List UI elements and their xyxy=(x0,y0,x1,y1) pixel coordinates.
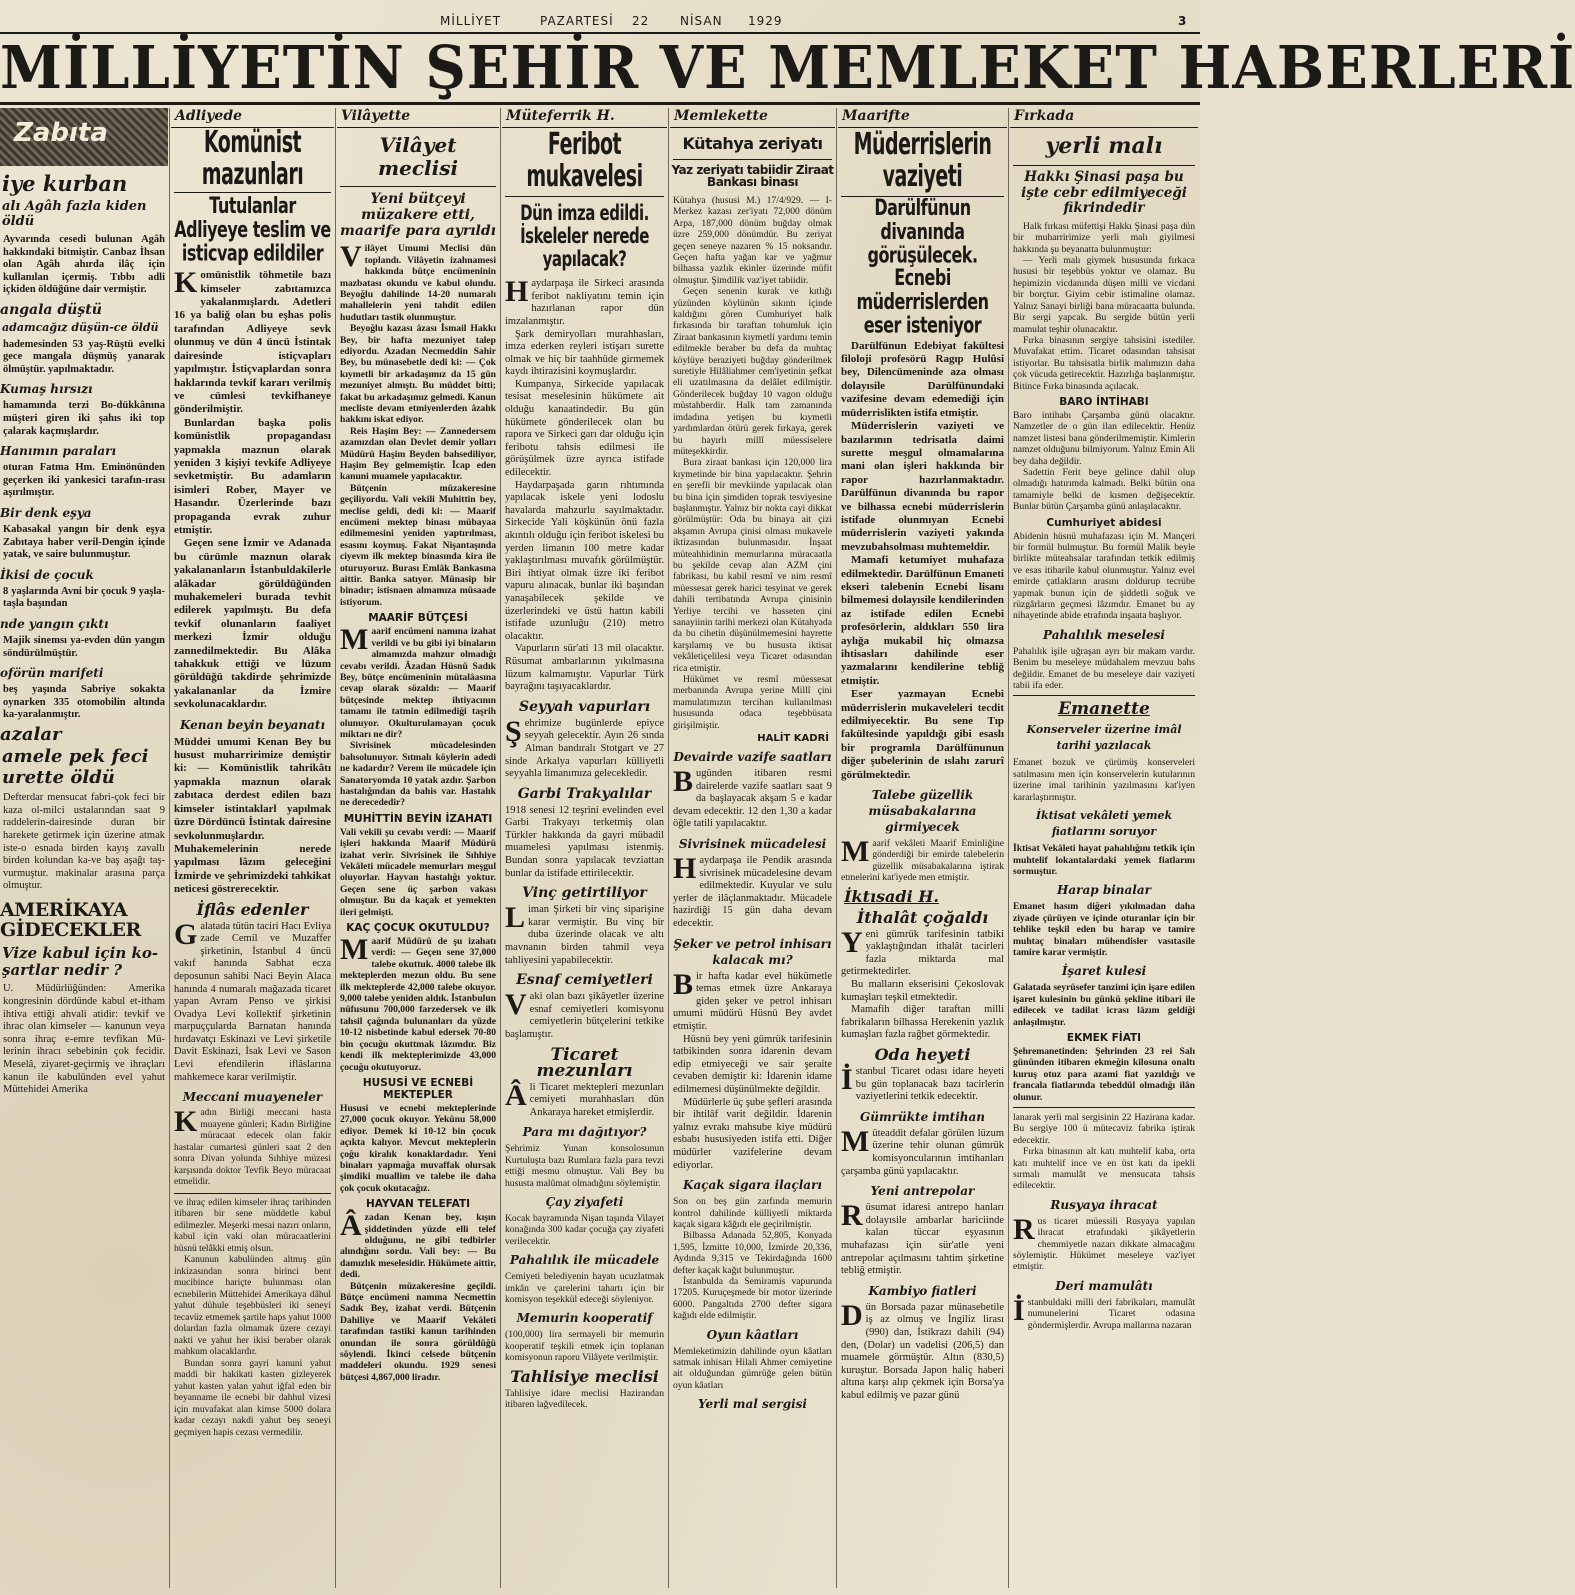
article-vinc: Liman Şirketi bir vinç siparişine karar vermiştir. Bu vinç bir duba üzerinde olacak ve altı mavnanın birden tahmil veya tahliyesini yapabilecektir. xyxy=(505,901,664,966)
section-vinc: Vinç getirtiliyor xyxy=(522,885,647,902)
article-kac-cocuk: Maarif Müdürü de şu izahatı verdi: — Geçen sene 37,000 talebe okuttuk. 4000 talebe ilk mekteplerden mezun oldu. Bu sene ilk mekteplerde 42,000 talebe okuyor. 9,000 talebe yeniden aldık. İstanbulun nüfusunu 700,000 farzedersek ve ilk tahsil çağında bulunanları da yüzde 10-12 nisbetinde kabul edersek 70-80 bin çocuğu okuttmak lâzımdır. Biz kendi ilk mekteplerimizde 43,000 çocuğu okutuyoruz. xyxy=(340,933,496,1073)
article-yerli-mal-2: — Yerli malı giymek hususunda fırkaca hususi bir teşebbüs yoktur ve olamaz. Bu hepimizin vicdanında düşen milli ve vicdani bir borçtur. Giyim cebir istimaline olamaz. Yalnız Sanayi birliği bana müracaatta bulunda. Bir sergi yapcak. Bu sergide bütün yerli mamulat teşhir olunacaktır. xyxy=(1013,255,1195,335)
divider xyxy=(1013,165,1195,166)
article-seyyah: Şehrimize bugünlerde epiyce seyyah gelecektir. Ayın 26 sında Alman bandıralı Stotgart ve 27 sinde Arkalya vapurları külliyetli seyyahla limanımıza gelecekledir. xyxy=(505,714,664,780)
column-vilayette xyxy=(337,108,499,1588)
article-meclis-3: Reis Haşim Bey: — Zannedersem azamızdan olan Devlet demir yolları Müdürü Haşim Beyden bahsediliyor, Haşim Bey gelmemiştir. İcap eden kanuni muamele yapılacaktır. xyxy=(340,425,496,483)
headline-amerikaya: AMERİKAYA GİDECEKLER xyxy=(0,899,141,941)
section-antrepolar: Yeni antrepolar xyxy=(870,1184,975,1199)
article-muderris-1: Darülfünun Edebiyat fakültesi filoloji profesörü Ragıp Hulûsi bey, Dilencümeninde aza olması dolayısile Darülfünundaki vazifesine devam edemediği için müderrislikten istifa etmiştir. xyxy=(841,339,1004,419)
article-sergi-cont-1: lanarak yerli mal sergisinin 22 Hazirana kadar. Bu sergiye 100 ü mütecaviz fabrika iştirak edecektir. xyxy=(1013,1112,1195,1146)
article-baro-1: Baro intihabı Çarşamba günü olacaktır. Namzetler de o gün ilan edilecektir. Henüz namzet listesi bana gönderilmemiştir. Kimlerin namzet olduğunu bilmiyorum. Yalnız Emin Ali bey daha değildir. xyxy=(1013,409,1195,467)
section-oyun-kaatlari: Oyun kâatları xyxy=(706,1327,799,1342)
article-ticaret-mezunlari: Âli Ticaret mektepleri mezunları cemiyeti murahhasları dün Ankaraya hareket etmişlerdir. xyxy=(505,1078,664,1118)
article-yerli-mal-3: Fırka binasının sergiye tahsisini istediler. Muvafakat ettim. Ticaret odasından tahsisat istiyorlar. Bu tahsisatla birlik malımızın daha çok vücuda getirecektir. Hazırlığa başlanmıştır. Bitince Fırka binasında açılacak. xyxy=(1013,334,1195,392)
article-cay: Kocak bayramında Nişan taşında Vilayet konağında 300 kadar çocuğa çay ziyafeti verilecektir. xyxy=(505,1213,664,1247)
article-agah: Ayvarında cesedi bulunan Agâh hakkındaki bitmiştir. Canbaz İhsan olan Agâh ahırda ilâç için kullanılan içermiş. Tıbbı adli içkiden öldüğüne dair vermiştir. xyxy=(3,234,165,296)
divider xyxy=(1013,1107,1195,1108)
section-kambiyo: Kambiyo fiatleri xyxy=(868,1283,977,1298)
article-iflas: Galatada tütün taciri Hacı Evliya zade Cemil ve Muzaffer şirketinin, İstanbul 4 üncü vakıf hanında Sabhat ecza deposunun sahibi Naci Beyin Alaca hanında 4 numaralı mağazada ticaret yapan Avram Penso ve şirkisi Ovadya Levi kollektif şirketinin marpuççularda Barnatan hanında hırdavatçı Eskinazi ve Levi şirketile Davit Eskinazi, İsak Levi ve Sason Levi efendilerin iflâslarına mahkemece karar verilmiştir. xyxy=(174,917,331,1083)
article-esnaf: Vaki olan bazı şikâyetler üzerine esnaf cemiyetleri komisyonu cemiyetlerin bütçelerini tetkike başlamıştır. xyxy=(505,988,664,1040)
article-muderris-3: Mamafi ketumiyet muhafaza edilmektedir. Darülfünun Emaneti ekseri talebenin Ecnebi lisanı bilmemesi dolayısile kendilerinden az istifade edilen Ecnebi profesörlerin, aldıkları 550 lira aylığa mukabil hiç olmazsa ihtisasları dahilinde eser yazmalarını kendilerine tebliğ etmiştir. xyxy=(841,554,1004,687)
kicker-vilayette: Vilâyette xyxy=(337,108,499,128)
article-para: Şehrimiz Yunan konsolosunun Kurtuluşta bazı Rumlara fazla para tevzi ettiği mesmu olmuştur. Vali Bey bu hususta malûmat olmadığını söylemiştir. xyxy=(505,1143,664,1189)
article-yerli-mal-1: Halk fırkası müfettişi Hakkı Şinasi paşa dün bir muharririmize yerli malı giyilmesi hakkında şu beyanatta bulunmuştur: xyxy=(1013,220,1195,255)
column-rule xyxy=(668,108,669,1588)
headline-iskeleler: Dün imza edildi. İskeleler nerede yapılacak? xyxy=(520,199,649,272)
article-sergi-cont-2: Fırka binasının alt katı muhtelif kaba, orta katı muhtelif ince ve en üst katı da ipekli sırmalı mamulât ve mensucata tahsis edilecektir. xyxy=(1013,1146,1195,1192)
section-gumruk-imtihan: Gümrükte imtihan xyxy=(860,1109,985,1124)
article-kutahya-2: Geçen senenin kurak ve kıtlığı yüzünden köylünün sıkıntı içinde kaldığını gören Cumhuriyet halk fırkasında bir taraftan tohumluk için Ziraat bankasının kıymetli yardımı temin edilmekle beraber bu defa da muhtaç köylüye beraziyeti buğday gönderilmek suretiyle Hilâliahmer cem'iyetinin şefkat eli uzatılmasına da delâlet edilmiştir. Gönderilecek buğday 10 vagon olduğu müstahberdir. Halk tam zamanında imdadına yetişen bu kıymetli yardımlardan ötürü gerek fırkaya, gerek bu hayırlı millî müessiselere müteşekkirdir. xyxy=(673,286,832,457)
headline-amele: amele pek feci urette öldü xyxy=(2,745,149,788)
folio-date: 22 xyxy=(632,14,650,28)
section-sivrisinek: Sivrisinek mücadelesi xyxy=(678,837,827,852)
article-muderris-4: Eser yazmayan Ecnebi müderrislerin mukaveleleri tecdit edilmiyecektir. Bu sene Tıp fakültesinde yapıldığı gibi esaslı bir programla Darülfünunun diğer şubelerinin de ıslahı zarurî görülmektedir. xyxy=(841,688,1004,781)
headline-kurban: iye kurban xyxy=(2,171,128,196)
article-muderris-2: Müderrislerin vaziyeti ve bazılarının tedrisatla daimi surette meşgul olmamalarına mani olan işleri hakkında bir rapor hazırlanmaktadır. Darülfünun divanında bu rapor ve bilhassa ecnebi müderrislerin istifade olunmıyan Ecnebi müderrislerin vaziyeti yakında mevzubahsolması muhtemeldir. xyxy=(841,420,1004,553)
article-gumruk-imtihan: Müteaddit defalar görülen lüzum üzerine tehir olunan gümrük komisyoncularının imtihanları çarşamba günü yapılacaktır. xyxy=(841,1124,1004,1177)
article-meclis-1: Vilâyet Umumi Meclisi dün toplandı. Vilâyetin izahnamesi hakkında bütçe encümeninin mazbatası okundu ve kabul olundu. Beyoğlu dahilinde 14-20 numaralı mahallelerin yeni tahdit edilen hudutları tastik olunmuştur. xyxy=(340,240,496,323)
section-hayvan-telefati: HAYVAN TELEFATI xyxy=(365,1198,471,1211)
column-zabita xyxy=(0,168,168,1588)
section-sofor: oförün marifeti xyxy=(0,666,104,681)
headline-darulfunun: Darülfünun divanında görüşülecek. Ecnebi müderrislerden eser isteniyor xyxy=(856,193,989,339)
headline-kutahya: Kütahya zeriyatı xyxy=(682,134,823,153)
section-ithalat: İthalât çoğaldı xyxy=(856,907,989,927)
article-yemek-fiatlari: İktisat Vekâleti hayat pahalılığını tetkik için muhtelif lokantalardaki yemek fiatlarını sormuştur. xyxy=(1013,843,1195,877)
subhead-zeriyat: Yaz zeriyatı tabiidir Ziraat Bankası binası xyxy=(671,162,834,190)
section-oda-heyeti: Oda heyeti xyxy=(874,1045,971,1065)
article-guzellik: Maarif vekâleti Maarif Eminliğine gönderdiği bir emirde talebelerin güzellik müsabakalarına iştirak etmelerini kat'iyede men etmiştir. xyxy=(841,835,1004,884)
section-esnaf: Esnaf cemiyetleri xyxy=(516,972,653,989)
folio-line xyxy=(0,4,1200,34)
section-mangala: angala düştü xyxy=(0,301,102,318)
subhead-butce: Yeni bütçeyi müzakere etti, maarife para ayrıldı xyxy=(340,191,496,240)
article-abide: Abidenin hüsnü muhafazası için M. Mançeri bir formül bulmuştur. Bu formül Malik beyle birlikte müteahsalar tarafından tetkik edilmiş ve esas itibarile kabul olunmuştur. Yalnız evel emirde çatlakların arasını doldurup tecrübe yapmak bunun için de şiddetli soğuk ve rüzgârların geçmesi lâzımdır. Emanet bu ay nihayetinde abide etrafında inşaata başlıyor. xyxy=(1013,530,1195,622)
article-feribot-3: Kumpanya, Sirkecide yapılacak tesisat meselesinin hükümete ait olduğu kanaatindedir. Bu gün hükümete gönderilecek olan bu rapora ve Sirkeci garı dar olduğu için feribotu tahsis edilmesi ile görüşülmek üzre ayrıca istifade edilecektir. xyxy=(505,378,664,479)
section-denk: Bir denk eşya xyxy=(0,505,92,520)
folio-day: PAZARTESİ xyxy=(540,14,614,28)
masthead-rule xyxy=(0,102,1200,105)
kicker-maarifte: Maarifte xyxy=(838,108,1007,128)
divider xyxy=(505,196,664,197)
section-maarif-butcesi: MAARİF BÜTÇESİ xyxy=(368,612,468,625)
column-memlekette xyxy=(670,108,835,1588)
divider xyxy=(174,1193,331,1194)
article-amerika-cont-3: Bundan sonra gayri kanuni yahut maddi bir hakikati kasten gizleyerek yahut kasten yalan yahut iğfal eden bir beyanname ile ecnebi bir dahhul vizesi için muvafakat alan kimse 5000 dolara kadar cezayı nakdi yahut beş seneyi geçmiyen hapis cezası vermedilir. xyxy=(174,1358,331,1438)
section-baro: BARO İNTİHABI xyxy=(1059,395,1149,408)
section-kacak-sigara: Kaçak sigara ilaçları xyxy=(683,1178,822,1193)
byline-halit-kadri: HALİT KADRİ xyxy=(757,733,829,745)
article-komunist-3: Geçen sene İzmir ve Adanada bu cürümle maznun olarak yakalananların İstanbuldakilerle alâkadar görüldüğünden muhakemeleri burada tevhit edilerek yapılmıştı. Bu defa tevkif olunanların faaliyet merkezi İzmir olduğu zannedilmektedir. Bu Alâka tahakkuk ettiği ve lüzum görüldüğü takdirde şehrimizde yakalananlar da İzmire sevkolunacaklardır. xyxy=(174,537,331,711)
headline-tutulanlar: Tutulanlar Adliyeye teslim ve isticvap edildiler xyxy=(174,191,331,266)
article-amele: Defterdar mensucat fabri-çok feci bir kaza ol-milci ustalarından saat 9 raddelerin-dairesinde duran bir harekete getirmek için üzerine atmak iste-o esnada birden kayış zavallı birden kolundan ka-ve baş aşağı taş-vurmuştur. makinalar arasına parça olmuştur. xyxy=(3,792,165,892)
article-hayvan-telefati: Âzadan Kenan bey, kışın şiddetinden yüzde elli telef olduğunu, ne gibi tedbirler alındığını sordu. Vali bey: — Bu damızlık meselesidir. Hükümete aittir, dedi. xyxy=(340,1209,496,1281)
section-muhittin-bey: MUHİTTİN BEYİN İZAHATI xyxy=(343,812,493,825)
column-rule xyxy=(169,108,170,1588)
kicker-firkada: Fırkada xyxy=(1010,108,1198,128)
article-rusya-ihracat: Rus ticaret müessili Rusyaya yapılan ihracat etrafındaki şikâyetlerin chemmiyetle nazarı dikkate almacağını söylemiştir. Hükümet meseleye vaz'iyet etmiştir. xyxy=(1013,1212,1195,1273)
section-kazalar: azalar xyxy=(0,723,62,745)
masthead-title: MİLLİYETİN ŞEHİR VE MEMLEKET HABERLERİ xyxy=(0,33,1575,103)
article-isaret-kulesi: Galatada seyrüsefer tanzimi için işare edilen işaret kulesinin bu günkü şekline itibari ile edilecek ve tadilat icrası lâzım geldiği anlaşılmıştır. xyxy=(1013,982,1195,1028)
article-konserveler: Emanet bozuk ve çürümüş konserveleri satılmasını men için konservelerin kutularının üzerine imal tarihinin yazılmasını kat'iyen kararlaştırmıştır. xyxy=(1013,757,1195,803)
section-harap-binalar: Harap binalar xyxy=(1057,883,1151,898)
article-seker-petrol-1: Bir hafta kadar evel hükümetle temas etmek üzre Ankaraya giden şeker ve petrol inhisarı umumi müdürü Hüsnü Bey avdet etmiştir. xyxy=(673,967,832,1032)
article-tahlisiye: Tahlisiye idare meclisi Hazirandan itibaren lağvedilecek. xyxy=(505,1387,664,1411)
article-komunist-1: Komünistlik töhmetile bazı kimseler zabıtamızca yakalanmışlardı. Adetleri 16 ya baliğ olan bu eşhas polis tarafından Adliyeye sevk olunmuş ve dün 4 üncü İstintak dairesinde istiçvapları yapılmıştır. İstiçvaplardan sonra haklarında tevkif kararı verilmiş ve cümlesi tevkifhaneye gönderilmiştir. xyxy=(174,266,331,416)
zabita-cut-banner: Zabıta xyxy=(0,108,168,166)
section-konserveler: Konserveler üzerine imâl tarihi yazılacak xyxy=(1026,723,1182,753)
article-hanim: oturan Fatma Hm. Eminönünden geçerken iki yankesici tarafın-ırası aşırılmıştır. xyxy=(3,462,165,499)
article-sivrisinek: Haydarpaşa ile Pendik arasında sivrisinek mücadelesine devam edilmektedir. Kuyular ve sulu yerler de ilâçlanmaktadır. Mücadele hazirdiği 15 gün daha devam edecektir. xyxy=(673,852,832,930)
column-adliyede xyxy=(171,108,334,1588)
section-seker-petrol: Şeker ve petrol inhisarı kalacak mı? xyxy=(673,936,832,967)
article-antrepolar: Rüsumat idaresi antrepo hanları dolayısile ambarlar hariciinde kalan tüccar eşyasının muhafazası için sür'atle yeni antrepolar açılmasını tahtim şirketine tebliğ etmiştir. xyxy=(841,1199,1004,1277)
article-pahalilik: Cemiyeti belediyenin hayatı ucuzlatmak imkân ve çarelerini tahartı için bir komisyon teşekkül edeceği söyleniyor. xyxy=(505,1271,664,1306)
article-feribot-4: Haydarpaşada garın rıhtımında yapılacak iskele yeni lodoslu havalarda mahzurlu sayılmaktadır. Sirkecide Yali köşkünün önü fazla akıntılı olduğu için feribot iskelesi bu yerden limanın 100 metre kadar yaklaştırılması muvafık görülmüştür. Biri ihtiyat olmak üzre iki feribot vapuru alınacak, bunlar iki başından yanaşabilecek şekilde ve üzerlerindeki ve üstü hattın kabili istifade uzunluğu (210) metro olacaktır. xyxy=(505,479,664,642)
column-rule xyxy=(335,108,336,1588)
article-kooperatif: (100,000) lira sermayeli bir memurin kooperatif teşkili etmek için toplanan komisyonun raporu Vilâyete verilmiştir. xyxy=(505,1329,664,1364)
article-cocuk: 8 yaşlarında Avni bir çocuk 9 yaşla-taşla başından xyxy=(3,585,165,610)
article-garbi-trakya: 1918 senesi 12 teşrini evelinden evel Garbi Trakyayı terketmiş olan Türkler hakkında da gayri mübadil muamelesi yapılması istenmiş. Bundan sonra yapılacak tevziattan bunlar da istifade ettirilecektir. xyxy=(505,804,664,879)
section-emanette: Emanette xyxy=(1058,699,1150,720)
article-amerikaya: U. Müdürlüğünden: Amerika kongresinin dördünde kabul et-itham ihtiva ettiği ahvali atidir: tevkif ve ihrac olan kimseler — kanunun veya sonra ihraç e-emre tevfikan Mü-lerinin ihracı sebebinin çok fecidir. Meselâ, ziyaret-geçirmiş ve ihraçları kanun ile kabulünden evel yahut Müttehidei Amerika xyxy=(3,983,165,1096)
section-hanim: Hanımın paraları xyxy=(0,444,117,459)
article-yangin: Majik sinemsı ya-evden dün yangın söndürülmüştür. xyxy=(3,634,165,659)
article-oda-heyeti: İstanbul Ticaret odası idare heyeti bu gün toplanacak bazı tacirlerin vaziyetlerini tetkik edecektir. xyxy=(841,1063,1004,1103)
kicker-adliyede: Adliyede xyxy=(171,108,334,128)
article-ithalat-2: Bu malların ekserisini Çekoslovak kumaşları teşkil etmektedir. xyxy=(841,979,1004,1003)
article-hususi-mektepler: Hususi ve ecnebi mekteplerinde 27,000 çocuk okuyor. Yekûnu 58,000 ediyor. Demek ki 10-12 bin çocuk açıkta kalıyor. Mevcut mekteplerin çoğu kiralık konaklardadır. Yeni binaları yapmağa muvaffak olursak şimdiki muallim ve talebe ile daha çok çocuk okutacağız. xyxy=(340,1102,496,1194)
section-kooperatif: Memurin kooperatif xyxy=(516,1311,653,1326)
section-hususi-mektepler: HUSUSİ VE ECNEBİ MEKTEPLER xyxy=(362,1076,474,1101)
section-rusya-ihracat: Rusyaya ihracat xyxy=(1050,1197,1158,1212)
column-rule xyxy=(1008,108,1009,1588)
article-meclis-2: Beyoğlu kazası âzası İsmail Hakkı Bey, bir hafta mezuniyet talep ediyordu. Azadan Necmeddin Sahir Bey, bu münasebetle dedi ki: — Çok kıymetli bir arkadaşımız da 15 gün mezuniyet almıştı. Bu müddet bitti; fakat bu arkadaşımız gelmedi. Kanun mecliste devam etmiyenlerden âzalık hakkını iskat ediyor. xyxy=(340,323,496,426)
column-maarifte xyxy=(838,108,1007,1588)
folio-year: 1929 xyxy=(748,14,783,28)
column-rule xyxy=(836,108,837,1588)
article-amerika-cont-2: Kanunun kabulünden altmış gün inkizasından sonra birinci bent mucibince hariçte bulunması olan ecnebilerin Müttehidei Amerikaya dâhul yahut dühule teşebbüsleri iki seneyi tecavüz etmemek şartile haps yahut 1000 dolardan fazla olmamak üzere cezayi nakti ve yahut her ikisi beraber olarak mahkum olacaklardır. xyxy=(174,1255,331,1358)
headline-vilayet-meclisi: Vilâyet meclisi xyxy=(377,133,459,180)
section-pahalilik: Pahalılık ile mücadele xyxy=(509,1253,660,1268)
section-ticaret-mezunlari: Ticaret mezunları xyxy=(536,1044,633,1081)
article-sivrisinek-soru: Sivrisinek mücadelesinden bahsolunuyor. Sıtmalı köylerin adedi ne kadardır? Verem ile mücadele için Sanatoryomda 10 yatak azdır. Şarbon hastalığından da bahis var. Hastalık ne derecededir? xyxy=(340,740,496,809)
kicker-memlekette: Memlekette xyxy=(670,108,835,128)
section-deri-mamulati: Deri mamulâtı xyxy=(1055,1278,1153,1293)
headline-feribot: Feribot mukavelesi xyxy=(526,126,643,194)
article-feribot-2: Şark demiryolları murahhasları, imza ederken reyleri istişarı surette olmak ve hiç bir taahhüde girmemek kaydı ihtirazisini koymuşlardır. xyxy=(505,328,664,378)
article-amerika-cont-1: ve ihraç edilen kimseler ihraç tarihinden itibaren bir sene müddetle kabul edilmezler. Meşerki mesai nazırı onların, kabul için vaki olan müracaatlerini hüsnü telâkki etmiş olsun. xyxy=(174,1197,331,1254)
divider xyxy=(1013,695,1195,696)
column-muteferrik xyxy=(502,108,667,1588)
article-seker-petrol-2: Hüsnü bey yeni gümrük tarifesinin tatbikinden sonra idarenin devam edip etmiyeceği ve sair şeraite cevaben demiştir ki: İdarenin idame edilmemesi düşünülmekte değildir. xyxy=(673,1033,832,1095)
subhead-mangala: adamcağız düşün-ce öldü xyxy=(2,320,159,334)
section-isaret-kulesi: İşaret kulesi xyxy=(1061,964,1147,979)
folio-month: NİSAN xyxy=(680,14,723,28)
article-baro-2: Sadettin Ferit beye gelince dahil olup olmadığı hatırımda kalmadı. Belki bütün ona tamamiyle belki de kısmen değişecektir. Bunlar bütün Çarşamba günü anlaşılacaktır. xyxy=(1013,466,1195,513)
section-iktisadi: İktısadi H. xyxy=(844,886,939,906)
article-pahalilik-meselesi: Pahalılık işile uğraşan ayrı bir makam vardır. Benim bu meseleye müdahalem mevzuu bahs değildir. Emanet de bu meseleye dair vaziyeti tabii ifa eder. xyxy=(1013,645,1195,692)
article-kacak-sigara-2: Bilbassa Adanada 52,805, Konyada 1,595, İzmitte 10,000, İzmirde 20,336, Aydında 9,315 ve Tekirdağında 1600 defter kaçak kağıt bulunmuştur. xyxy=(673,1230,832,1276)
section-guzellik: Talebe güzellik müsabakalarına girmiyecek xyxy=(868,788,977,835)
article-feribot-5: Vapurların sür'ati 13 mil olacaktır. Rüsumat ambarlarının yıkılmasına lüzum kalmamıştır. Vapurlar Türk bayrağını taşıyacaklardır. xyxy=(505,643,664,693)
article-maarif-butcesi: Maarif encümeni namına izahat verildi ve bu gibi iyi binaların almamızda mahzur olmadığı cevabı verildi. Âzadan Hüsnü Sadık Bey, bütçe encümeninin mütalâasına cevap olarak sözaldı: — Maarif bütçesinde mektep ihtiyacının tamamı ile tatmin edilmediği taşrih olunuyor. Okulturulamayan çocuk miktarı ne dir? xyxy=(340,623,496,740)
section-vazife-saatlari: Devairde vazife saatları xyxy=(673,750,832,765)
article-ithalat-1: Yeni gümrük tarifesinin tatbiki yaklaştığından ithalât tacirleri fazla miktarda mal getirmektedirler. xyxy=(841,925,1004,978)
section-yemek-fiatlari: İktisat vekâleti yemek fiatlarını soruyor xyxy=(1035,809,1173,839)
article-kutahya-3: Bura ziraat bankası için 120,000 lira kıymetinde bir bina yapılacaktır. Şehrin en şerefli bir mevkiinde yapılacak olan bu bina için şimdiden toprak tesviyesine başlanmıştır. Yalnız bir nokta cayi dikkat görülmüştür: Oda bu binaya ait çizi akşamın Avrupa çinisi olması mukavele iktizasından bulunmasıdır. İnşaat müteahhidinin memurlarına müracaatla bu şekilde cevap alan AZM çini fabrikası, bu kabil resmî ve nim resmî müessesat gerek harici tesyinat ve gerek dahili tertibatında Avrupa çinisinin Yerliye tercihi ve hasseten çini sanayiinin tarihi merkezi olan Kütahyada da bu cihetin düşünülmemesini hayrette karşılamış ve bu hususta iktisat vekâletiçelilesi veya Ticaret odasından rica etmiştir. xyxy=(673,457,832,674)
section-kumas: Kumaş hırsızı xyxy=(0,382,93,397)
article-denk: Kabasakal yangın bir denk eşya Zabıtaya haber veril-Dengin içinde yatak, ve saire bulunmuştur. xyxy=(3,523,165,561)
section-garbi-trakya: Garbi Trakyalılar xyxy=(517,785,652,802)
article-kenan-bey: Müddei umumi Kenan Bey bu husust muharririmize demiştir ki: — Komünistlik tahrikâtı yapmakla maznun olarak zabıtaca derdest edilen bazı kimseler istintaklarl yapılmak üzre Dördüncü İstintak dairesine sevkolunmuşlardır. Muhakemelerinin nerede yapılması lâzım geleceğini İzmirde ve şehrimizdeki tahkikat neticesi göstrerecektir. xyxy=(174,735,331,896)
article-seker-petrol-3: Müdürlerle üç şube şefleri arasında bir ihtilâf varit değildir. İdarenin yalnız evrakı mahsube kiye müdürü esbabı hususiyeden istifa etti. Diğer müdürler vazifelerine devam ediyorlar. xyxy=(673,1096,832,1171)
section-yangin: nde yangın çıktı xyxy=(0,616,109,631)
section-seyyah: Seyyah vapurları xyxy=(518,698,651,715)
headline-komunist: Komünist mazunları xyxy=(201,124,304,192)
section-ekmek-fiati: EKMEK FİATI xyxy=(1066,1031,1142,1044)
headline-yerli-mali: yerli malı xyxy=(1045,133,1163,159)
section-iflas: İflâs edenler xyxy=(196,899,309,919)
article-kutahya-1: Kütahya (hususi M.) 17/4/929. — I- Merkez kazası zer'iyatı 72,000 dönüm Arpa, 187,000 dönüm buğday olmak üzre 259,000 dönümdür. Bu zeriyat geçen seneye nazaren % 15 noksandır. Geçen hafta yağan kar ve yağmur bilhassa yazlık ekinler üzerinde müfit olmuştur. Şimdilik vaz'iyet tabiidir. xyxy=(673,194,832,286)
headline-muderrisler: Müderrislerin vaziyeti xyxy=(853,126,992,194)
section-cay: Çay ziyafeti xyxy=(545,1195,624,1209)
section-yerli-mal-sergisi: Yerli mal sergisi xyxy=(698,1397,807,1412)
subhead-vize: Vize kabul için ko-şartlar nedir ? xyxy=(2,943,159,980)
article-kutahya-4: Hükümet ve resmî müessesat merbanında Avrupa yerine Millî çini mamulatımızın tercihan kullanılması hususunda odaca teşebbüsata girişilmiştir. xyxy=(673,674,832,731)
subhead-hakki-sinasi: Hakkı Şinasi paşa bu işte cebr edilmiyeceği fikrindedir xyxy=(1021,169,1187,217)
article-ithalat-3: Mamafih diğer taraftan milli fabrikaların bilhassa Herekenin yazlık kumaşları fazla rağbet görmektedir. xyxy=(841,1004,1004,1041)
column-rule xyxy=(500,108,501,1588)
article-meccani: Kadın Birliği meccani hasta muayene günleri; Kadın Birliğine müracaat edecek olan fakir hastalar cumartesi günleri saat 2 den sonra Divan yolunda Sıhhiye müzesi karşısında doktor Tevfik Beyo müracaat etmelidir. xyxy=(174,1105,331,1188)
section-cocuk: İkisi de çocuk xyxy=(0,567,94,582)
article-sofor: beş yaşında Sabriye sokakta oynarken 335 otomobilin altında ka-yaralanmıştır. xyxy=(3,684,165,721)
article-vazife-saatlari: Bugünden itibaren resmi dairelerde vazife saatları saat 9 da başlayacak akşam 5 e kadar devam edecektir. 12 den 1,30 a kadar öğle tatili yapılacaktır. xyxy=(673,765,832,830)
folio-page-number: 3 xyxy=(1178,14,1188,28)
divider xyxy=(340,186,496,187)
article-feribot-1: Haydarpaşa ile Sirkeci arasında feribot nakliyatını temin için hazırlanan rapor dün imzalanmıştır. xyxy=(505,275,664,327)
subhead-agah: alı Agâh fazla kiden öldü xyxy=(2,199,147,230)
section-abide: Cumhuriyet abidesi xyxy=(1046,516,1162,529)
section-meccani: Meccani muayeneler xyxy=(182,1090,323,1105)
article-mangala: hademesinden 53 yaş-Rüştü evelki gece mangala düşmüş yanarak ölmüştür. yapılmaktadır. xyxy=(3,338,165,375)
kicker-muteferrik: Müteferrik H. xyxy=(502,108,667,128)
article-ekmek-fiati: Şehremanetinden: Şehrinden 23 rei Salı gününden itibaren ekmeğin kilosuna onaltı kuruş otuz para azami fiat yazıldığı ve francala fiatlarında tebeddül olmadığı ilân olunur. xyxy=(1013,1045,1195,1103)
article-kacak-sigara-3: İstanbulda da Semiramis vapurunda 17205. Kuruçeşmede bir motor üzerinde 6000. Pangaltıda 2700 defter sigara kağıdı elde edilmiştir. xyxy=(673,1275,832,1322)
section-kenan-bey: Kenan beyin beyanatı xyxy=(179,717,326,732)
section-pahalilik-meselesi: Pahalılık meselesi xyxy=(1043,627,1165,642)
article-kumas: hamamında terzi Bo-dükkânına müşteri giren iki şahıs iki top çalarak kaçmışlardır. xyxy=(3,400,165,437)
article-deri-mamulati: İstanbuldaki milli deri fabrikaları, mamulât numunelerini Ticaret odasına göndermişlerdir. Avrupa mallarına nazaran xyxy=(1013,1293,1195,1331)
article-butce-muzakere: Bütçenin müzakeresine geçildi. Bütçe encümeni namına Necmettin Sadık Bey, izahat verdi. Bütçenin Dahiliye ve Maarif Vekâleti tarafından tastiki kanun tarihinden onundan ile sonra görüldüğü söylendi. İkinci celsede bütçenin maddeleri okundu. 1929 senesi bütçesi 4,867,000 liradır. xyxy=(340,1280,496,1383)
article-kacak-sigara-1: Son on beş gün zarfında memurin kontrol dahilinde külliyetli miktarda kaçak sigara kâğıdı ele geçirilmiştir. xyxy=(673,1196,832,1230)
section-tahlisiye: Tahlisiye meclisi xyxy=(510,1366,659,1386)
article-harap-binalar: Emanet hasım diğeri yıkılmadan daha ziyade çürüyen ve içinde oturanlar için bir tehlike teşkil eden bu harap ve tamire muhtaç binaları mühendisler vasıtasile tamire karar vermiştir. xyxy=(1013,901,1195,958)
article-muhittin-bey: Vali vekili şu cevabı verdi: — Maarif işleri hakkında Maarif Müdürü izahat verir. Sivrisinek ile Sıhhiye Vekâleti mücadele memurları meşgul oluyorlar. Hayvan hastalığı yoktur. Geçen sene üç şarbon vakası olmuştur. Bu da kaçak et yemekten ileri gelmişti. xyxy=(340,826,496,918)
column-firkada xyxy=(1010,108,1198,1588)
article-komunist-2: Bunlardan başka polis komünistlik propagandası yapmakla maznun olarak yeniden 3 kişiyi tevkife Adliyeye sevketmiştir. Bu adamların isimleri Rober, Mayer ve Hasandır. Üzerlerinde bazı propaganda evrak zuhur etmiştir. xyxy=(174,416,331,536)
article-meclis-4: Bütçenin müzakeresine geçiliyordu. Vali vekili Muhittin bey, meclise geldi, dedi ki: — Maarif encümeni mektep binası mübayaa edilmemesini yeniden yaptırılması, esasını koymuş. Fakat Nişantaşında ciyevm ilk mektep binasında kira ile oturuyoruz. Burası Emlâk Bankasına aittir. Banka satıyor. Münasip bir binadır; istisnaen almamıza müsaade istiyorum. xyxy=(340,482,496,608)
divider xyxy=(673,159,832,160)
section-kac-cocuk: KAÇ ÇOCUK OKUTULDU? xyxy=(346,922,490,935)
article-kambiyo: Dün Borsada pazar münasebetile iş az olmuş ve İngiliz lirası (990) dan, İstikrazı dahili (94) den, (Dolar) un vadelisi (206,5) dan muamele görmüştür. Altın (830,5) kuruştur. Borsada Japon haliç haberi altına karşı alıp çekmek için Borsa'ya kabul edilmiş ve pazar günü xyxy=(841,1298,1004,1401)
folio-paper: MİLLİYET xyxy=(440,14,502,28)
section-para: Para mı dağıtıyor? xyxy=(522,1125,647,1140)
article-oyun-kaatlari: Memleketimizin dahilinde oyun kâatları satmak inhisarı Hilali Ahmer cemiyetine ait olduğundan gümrüğe gelen bütün oyun kâatları xyxy=(673,1345,832,1391)
